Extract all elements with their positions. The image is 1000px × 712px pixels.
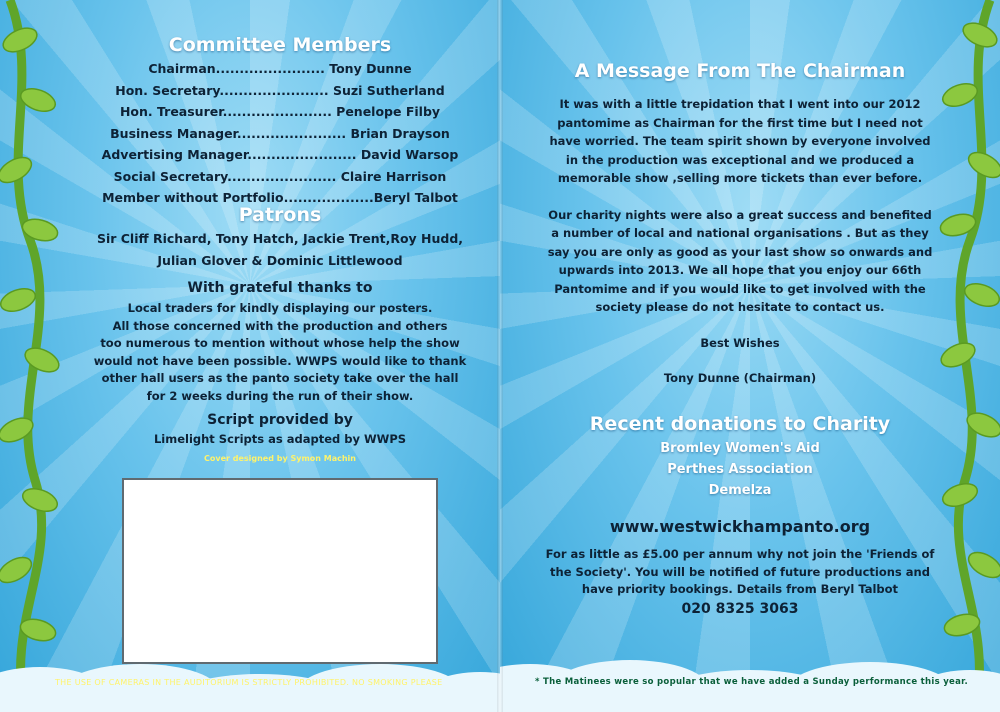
thanks-line: would not have been possible. WWPS would like to thank	[93, 353, 467, 368]
signoff: Best Wishes	[700, 335, 780, 350]
friends-line: the Society'. You will be notified of future productions and	[550, 564, 930, 579]
signature: Tony Dunne (Chairman)	[663, 371, 817, 385]
script-section	[60, 410, 500, 466]
committee-row: Advertising Manager....................... David Warsop	[101, 147, 459, 162]
friends-line: For as little as £5.00 per annum why not join the 'Friends of	[545, 547, 935, 561]
matinee-footnote: * The Matinees were so popular that we have added a Sunday performance this year.	[535, 677, 968, 687]
message-line: in the production was exceptional and we produced a	[565, 152, 915, 167]
phone-number: 020 8325 3063	[681, 600, 799, 617]
donation-item: Demelza	[708, 483, 772, 498]
donations-section	[520, 410, 960, 501]
page-fold	[497, 0, 503, 712]
thanks-line: for 2 weeks during the run of their show.	[146, 388, 414, 403]
committee-section	[60, 32, 500, 209]
message-line: a number of local and national organisations . But as they	[551, 226, 929, 240]
donation-item: Perthes Association	[667, 462, 813, 477]
committee-row: Social Secretary....................... Claire Harrison	[113, 168, 447, 184]
thanks-line: Local traders for kindly displaying our posters.	[127, 301, 433, 315]
clouds-right	[500, 602, 1000, 712]
committee-row: Business Manager....................... Brian Drayson	[110, 125, 450, 141]
message-line: say you are only as good as your last show so onwards and	[547, 244, 933, 259]
patrons-line: Julian Glover & Dominic Littlewood	[157, 252, 403, 268]
patrons-line: Sir Cliff Richard, Tony Hatch, Jackie Trent,Roy Hudd,	[96, 231, 464, 246]
script-title: Script provided by	[207, 412, 353, 428]
thanks-title: With grateful thanks to	[187, 280, 373, 296]
thanks-line: too numerous to mention without whose help the show	[100, 336, 460, 350]
donation-item: Bromley Women's Aid	[660, 441, 820, 456]
message-line: have worried. The team spirit shown by everyone involved	[549, 134, 931, 148]
camera-notice: THE USE OF CAMERAS IN THE AUDITORIUM IS STRICTLY PROHIBITED. NO SMOKING PLEASE	[55, 678, 443, 687]
friends-line: have priority bookings. Details from Beryl Talbot	[581, 582, 899, 596]
thanks-line: other hall users as the panto society take over the hall	[101, 371, 459, 385]
message-line: society please do not hesitate to contact us.	[595, 300, 885, 314]
thanks-section	[60, 276, 500, 405]
website-link[interactable]: www.westwickhampanto.org	[609, 517, 871, 536]
cover-credit: Cover designed by Symon Machin	[203, 453, 356, 463]
committee-row: Member without Portfolio...................Beryl Talbot	[102, 190, 458, 205]
message-line: pantomime as Chairman for the first time but I need not	[557, 115, 923, 130]
message-line: memorable show ,selling more tickets than ever before.	[557, 171, 923, 185]
message-title: A Message From The Chairman	[574, 60, 906, 82]
committee-row: Hon. Secretary....................... Suzi Sutherland	[115, 82, 445, 98]
committee-row: Chairman....................... Tony Dunne	[148, 61, 412, 76]
chairman-message	[520, 57, 960, 388]
thanks-line: All those concerned with the production and others	[112, 318, 448, 333]
message-line: Pantomime and if you would like to get involved with the	[554, 281, 926, 296]
right-page	[500, 0, 1000, 712]
committee-row: Hon. Treasurer....................... Penelope Filby	[119, 104, 441, 119]
message-line: upwards into 2013. We all hope that you enjoy our 66th	[558, 263, 922, 277]
photo-placeholder	[122, 478, 438, 664]
message-line: Our charity nights were also a great success and benefited	[548, 207, 932, 222]
patrons-section	[60, 202, 500, 271]
committee-title: Committee Members	[168, 34, 392, 56]
patrons-title: Patrons	[238, 204, 322, 226]
contact-section	[520, 514, 960, 619]
donations-title: Recent donations to Charity	[589, 413, 891, 435]
script-credit: Limelight Scripts as adapted by WWPS	[153, 432, 407, 446]
message-line: It was with a little trepidation that I went into our 2012	[559, 97, 921, 111]
